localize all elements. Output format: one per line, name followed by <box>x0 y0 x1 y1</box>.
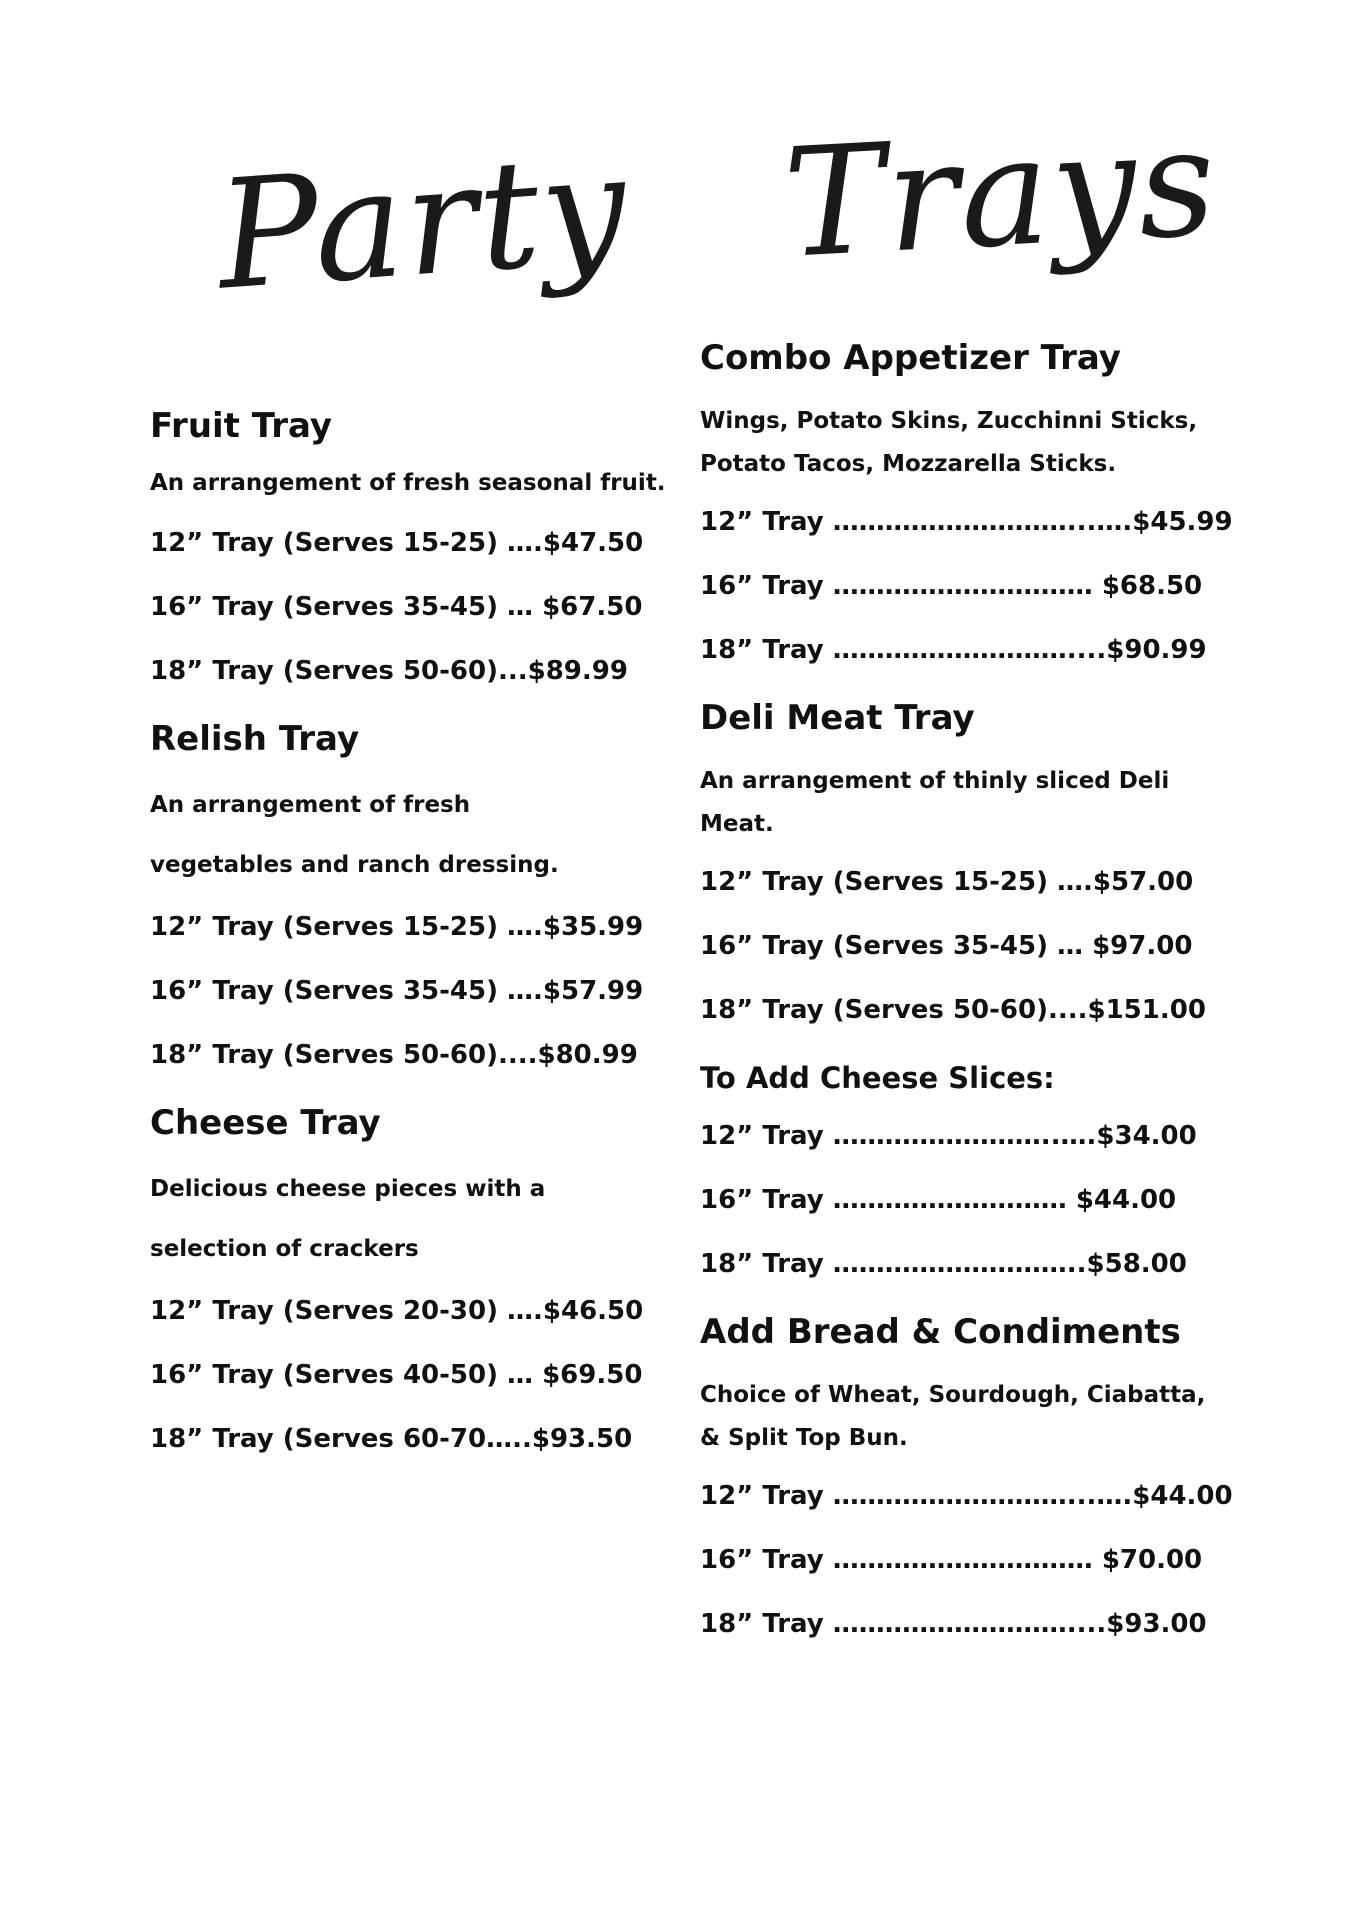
section-heading: To Add Cheese Slices: <box>700 1061 1055 1095</box>
combo-appetizer-section <box>700 336 1260 682</box>
fruit-tray-section <box>150 404 670 703</box>
price-row: 18” Tray ………………………..$58.00 <box>700 1249 1187 1279</box>
price-row: 12” Tray (Serves 15-25) ….$47.50 <box>150 528 644 558</box>
price-row: 16” Tray ………………………… $68.50 <box>700 571 1203 601</box>
section-description: An arrangement of fresh seasonal fruit. <box>150 470 666 496</box>
section-description: vegetables and ranch dressing. <box>150 852 559 878</box>
section-heading: Combo Appetizer Tray <box>700 338 1121 378</box>
section-description: Delicious cheese pieces with a <box>150 1176 546 1202</box>
right-column <box>700 336 1260 1656</box>
price-row: 16” Tray (Serves 40-50) … $69.50 <box>150 1360 643 1390</box>
price-row: 18” Tray (Serves 50-60)....$80.99 <box>150 1040 638 1070</box>
price-row: 18” Tray (Serves 50-60)...$89.99 <box>150 656 628 686</box>
price-row: 12” Tray ……………………..….$34.00 <box>700 1121 1197 1151</box>
section-description: Choice of Wheat, Sourdough, Ciabatta, <box>700 1382 1206 1408</box>
price-row: 18” Tray (Serves 50-60)....$151.00 <box>700 995 1206 1025</box>
price-row: 18” Tray ………………………....$93.00 <box>700 1609 1207 1639</box>
price-row: 16” Tray ……………………… $44.00 <box>700 1185 1177 1215</box>
section-heading: Deli Meat Tray <box>700 698 975 738</box>
title-party: Party <box>212 121 634 324</box>
deli-meat-section <box>700 696 1260 1042</box>
section-description: selection of crackers <box>150 1236 419 1262</box>
left-column <box>150 404 670 1471</box>
section-heading: Fruit Tray <box>150 406 333 446</box>
price-row: 12” Tray ………………………...….$44.00 <box>700 1481 1233 1511</box>
section-description: & Split Top Bun. <box>700 1425 908 1451</box>
section-description: An arrangement of thinly sliced Deli <box>700 768 1170 794</box>
section-description: Potato Tacos, Mozzarella Sticks. <box>700 451 1117 477</box>
title-trays: Trays <box>780 95 1222 292</box>
section-description: Wings, Potato Skins, Zucchinni Sticks, <box>700 408 1198 434</box>
section-description: An arrangement of fresh <box>150 792 471 818</box>
price-row: 16” Tray (Serves 35-45) … $97.00 <box>700 931 1193 961</box>
add-cheese-slices-section <box>700 1056 1260 1296</box>
relish-tray-section <box>150 717 670 1087</box>
price-row: 18” Tray ………………………....$90.99 <box>700 635 1207 665</box>
cheese-tray-section <box>150 1101 670 1471</box>
bread-condiments-section <box>700 1310 1260 1656</box>
price-row: 18” Tray (Serves 60-70…..$93.50 <box>150 1424 633 1454</box>
price-row: 12” Tray ………………………...….$45.99 <box>700 507 1233 537</box>
price-row: 12” Tray (Serves 20-30) ….$46.50 <box>150 1296 644 1326</box>
price-row: 12” Tray (Serves 15-25) ….$35.99 <box>150 912 644 942</box>
price-row: 12” Tray (Serves 15-25) ….$57.00 <box>700 867 1194 897</box>
price-row: 16” Tray ………………………… $70.00 <box>700 1545 1203 1575</box>
section-heading: Relish Tray <box>150 719 360 759</box>
price-row: 16” Tray (Serves 35-45) ….$57.99 <box>150 976 644 1006</box>
price-row: 16” Tray (Serves 35-45) … $67.50 <box>150 592 643 622</box>
section-heading: Add Bread & Condiments <box>700 1312 1181 1352</box>
section-heading: Cheese Tray <box>150 1103 381 1143</box>
section-description: Meat. <box>700 811 774 837</box>
